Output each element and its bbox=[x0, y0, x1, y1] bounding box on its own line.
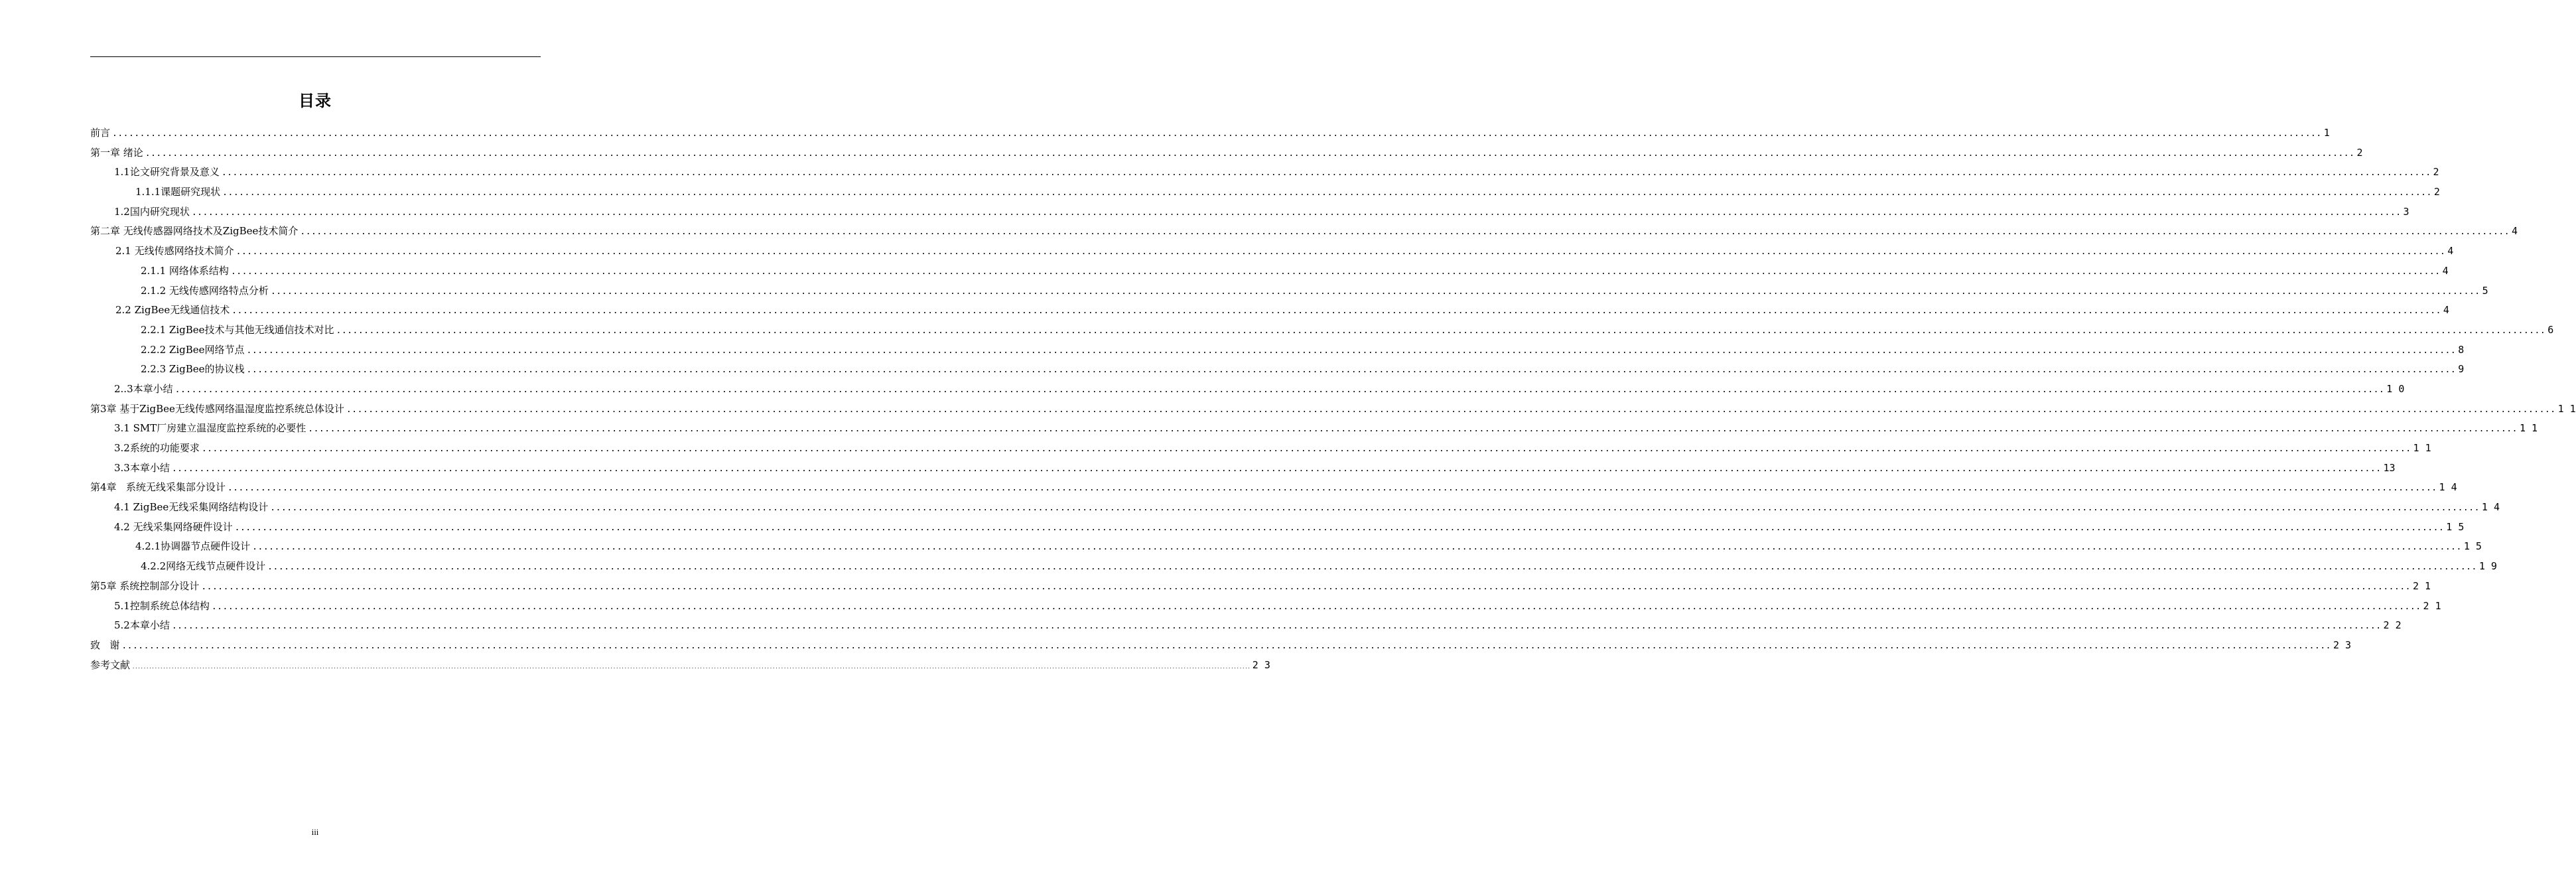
toc-dot-leader: ................................................................................................................................................................................................................................................................................................................................................................................................................ bbox=[201, 444, 2411, 454]
toc-entry-label: 第5章 系统控制部分设计 bbox=[90, 579, 200, 592]
toc-entry-label: 2.2.1 ZigBee技术与其他无线通信技术对比 bbox=[141, 323, 334, 336]
toc-entry-label: 2.2 ZigBee无线通信技术 bbox=[115, 304, 230, 317]
toc-entry-page: 2 bbox=[2433, 186, 2440, 198]
toc-entry-label: 1.1论文研究背景及意义 bbox=[114, 166, 220, 179]
toc-entry[interactable] bbox=[90, 636, 2352, 656]
toc-entry-page: 1 4 bbox=[2439, 481, 2457, 494]
toc-entry-label: 第一章 绪论 bbox=[90, 146, 143, 159]
toc-entry[interactable] bbox=[90, 439, 2431, 459]
toc-dot-leader: ................................................................................................................................................................................................................................................................................................................................................................................................................ bbox=[267, 562, 2477, 573]
toc-entry[interactable] bbox=[90, 360, 2465, 380]
toc-entry-label: 3.1 SMT厂房建立温湿度监控系统的必要性 bbox=[114, 422, 306, 435]
toc-entry[interactable] bbox=[90, 498, 2500, 518]
toc-entry[interactable] bbox=[90, 419, 2538, 439]
toc-dot-leader: ................................................................................................................................................................................................................................................................................................................................................................................................................ bbox=[121, 640, 2331, 651]
toc-entry-page: 2 3 bbox=[2333, 638, 2352, 651]
toc-entry-label: 5.2本章小结 bbox=[114, 619, 170, 632]
toc-entry[interactable] bbox=[90, 400, 2576, 419]
toc-entry[interactable] bbox=[90, 557, 2497, 577]
toc-entry[interactable] bbox=[90, 202, 2409, 222]
toc-entry-page: 2 bbox=[2356, 146, 2363, 159]
toc-dot-leader: ................................................................................................................................................................................................................................................................................................................................................................................................................ bbox=[201, 581, 2411, 592]
toc-entry[interactable] bbox=[90, 281, 2488, 301]
toc-entry-page: 2 3 bbox=[1252, 658, 1270, 671]
toc-dot-leader: ................................................................................................................................................................................................................................................................................................................................................................................................................ bbox=[252, 542, 2462, 553]
toc-entry[interactable] bbox=[90, 340, 2465, 360]
toc-dot-leader: ................................................................................................................................................................................................................................................................................................................................................................................................................ bbox=[234, 522, 2445, 533]
toc-entry-label: 2.1 无线传感网络技术简介 bbox=[115, 245, 234, 258]
toc-entry[interactable] bbox=[90, 459, 2396, 479]
toc-dot-leader: ................................................................................................................................................................................................................................................................................................................................................................................................................ bbox=[132, 664, 1251, 670]
toc-entry[interactable] bbox=[90, 518, 2465, 538]
toc-entry-label: 2.1.1 网络体系结构 bbox=[141, 264, 229, 277]
toc-entry[interactable] bbox=[90, 478, 2457, 498]
toc-dot-leader: ................................................................................................................................................................................................................................................................................................................................................................................................................ bbox=[336, 325, 2546, 336]
toc-entry-label: 2.1.2 无线传感网络特点分析 bbox=[141, 284, 269, 297]
toc-entry-page: 1 0 bbox=[2386, 382, 2405, 395]
toc-entry-label: 第3章 基于ZigBee无线传感网络温湿度监控系统总体设计 bbox=[90, 402, 344, 415]
toc-entry[interactable] bbox=[90, 616, 2402, 636]
toc-entry-page: 4 bbox=[2442, 264, 2449, 277]
toc-entry-page: 1 4 bbox=[2481, 501, 2500, 514]
toc-entry[interactable] bbox=[90, 597, 2441, 617]
toc-entry[interactable] bbox=[90, 577, 2431, 597]
toc-entry-label: 第二章 无线传感器网络技术及ZigBee技术简介 bbox=[90, 225, 299, 238]
toc-entry-label: 4.2.2网络无线节点硬件设计 bbox=[141, 560, 266, 573]
toc-dot-leader: ................................................................................................................................................................................................................................................................................................................................................................................................................ bbox=[174, 384, 2385, 395]
toc-dot-leader: ................................................................................................................................................................................................................................................................................................................................................................................................................ bbox=[246, 345, 2457, 356]
header-rule bbox=[90, 56, 541, 57]
toc-entry-page: 1 1 bbox=[2557, 402, 2576, 415]
toc-dot-leader: ................................................................................................................................................................................................................................................................................................................................................................................................................ bbox=[171, 621, 2382, 632]
toc-entry-label: 致 谢 bbox=[90, 638, 120, 651]
toc-entry-label: 参考文献 bbox=[90, 658, 131, 671]
toc-entry-page: 1 5 bbox=[2446, 520, 2465, 533]
toc-entry-page: 1 9 bbox=[2478, 560, 2497, 573]
toc-entry-page: 13 bbox=[2383, 461, 2396, 474]
toc-entry-label: 2.2.2 ZigBee网络节点 bbox=[141, 343, 245, 356]
toc-entry[interactable] bbox=[90, 163, 2439, 183]
toc-entry[interactable] bbox=[90, 656, 1270, 676]
toc-dot-leader: ................................................................................................................................................................................................................................................................................................................................................................................................................ bbox=[145, 148, 2355, 159]
toc-dot-leader: ................................................................................................................................................................................................................................................................................................................................................................................................................ bbox=[191, 207, 2402, 218]
toc-entry-page: 2 1 bbox=[2423, 599, 2441, 612]
toc-entry-label: 2..3本章小结 bbox=[114, 382, 173, 395]
toc-dot-leader: ................................................................................................................................................................................................................................................................................................................................................................................................................ bbox=[112, 129, 2322, 139]
toc-entry-label: 1.2国内研究现状 bbox=[114, 205, 190, 218]
toc-entry-label: 5.1控制系统总体结构 bbox=[114, 599, 210, 612]
page-title: 目录 bbox=[299, 92, 332, 110]
toc-entry[interactable] bbox=[90, 321, 2554, 340]
toc-entry-label: 2.2.3 ZigBee的协议栈 bbox=[141, 363, 245, 376]
toc-entry[interactable] bbox=[90, 222, 2518, 242]
toc-entry-page: 1 5 bbox=[2463, 540, 2482, 553]
toc-entry-label: 1.1.1课题研究现状 bbox=[135, 186, 221, 198]
toc-entry-page: 1 bbox=[2323, 127, 2330, 139]
toc-entry[interactable] bbox=[90, 537, 2482, 557]
toc-entry-page: 5 bbox=[2482, 284, 2488, 297]
toc-entry-page: 1 1 bbox=[2413, 442, 2431, 454]
toc-entry-label: 3.2系统的功能要求 bbox=[114, 442, 200, 454]
toc-entry-page: 4 bbox=[2443, 304, 2449, 317]
toc-entry-page: 2 2 bbox=[2383, 619, 2402, 632]
toc-entry-label: 3.3本章小结 bbox=[114, 461, 170, 474]
toc-dot-leader: ................................................................................................................................................................................................................................................................................................................................................................................................................ bbox=[232, 306, 2441, 317]
toc-entry-page: 3 bbox=[2403, 205, 2409, 218]
toc-dot-leader: ................................................................................................................................................................................................................................................................................................................................................................................................................ bbox=[227, 483, 2437, 494]
toc-dot-leader: ................................................................................................................................................................................................................................................................................................................................................................................................................ bbox=[171, 463, 2382, 474]
toc-dot-leader: ................................................................................................................................................................................................................................................................................................................................................................................................................ bbox=[246, 365, 2457, 376]
toc-dot-leader: ................................................................................................................................................................................................................................................................................................................................................................................................................ bbox=[308, 424, 2518, 435]
toc-entry[interactable] bbox=[90, 123, 2330, 143]
toc-entry[interactable] bbox=[90, 301, 2449, 321]
toc-entry[interactable] bbox=[90, 242, 2454, 261]
toc-entry-page: 6 bbox=[2547, 323, 2554, 336]
toc-dot-leader: ................................................................................................................................................................................................................................................................................................................................................................................................................ bbox=[270, 503, 2480, 514]
toc-entry-label: 4.1 ZigBee无线采集网络结构设计 bbox=[114, 501, 269, 514]
toc-entry[interactable] bbox=[90, 143, 2363, 163]
toc-dot-leader: ................................................................................................................................................................................................................................................................................................................................................................................................................ bbox=[222, 188, 2432, 198]
page-number: iii bbox=[311, 827, 319, 837]
toc-dot-leader: ................................................................................................................................................................................................................................................................................................................................................................................................................ bbox=[300, 227, 2510, 238]
toc-entry-page: 2 1 bbox=[2413, 579, 2431, 592]
toc-entry[interactable] bbox=[90, 261, 2449, 281]
toc-entry-label: 4.2.1协调器节点硬件设计 bbox=[135, 540, 251, 553]
toc-entry-page: 4 bbox=[2447, 245, 2454, 258]
toc-entry-label: 前言 bbox=[90, 127, 111, 139]
toc-dot-leader: ................................................................................................................................................................................................................................................................................................................................................................................................................ bbox=[211, 601, 2421, 612]
toc-dot-leader: ................................................................................................................................................................................................................................................................................................................................................................................................................ bbox=[221, 168, 2431, 179]
toc-dot-leader: ................................................................................................................................................................................................................................................................................................................................................................................................................ bbox=[236, 247, 2446, 258]
toc-dot-leader: ................................................................................................................................................................................................................................................................................................................................................................................................................ bbox=[346, 404, 2556, 415]
toc-entry-page: 1 1 bbox=[2519, 422, 2538, 435]
toc-dot-leader: ................................................................................................................................................................................................................................................................................................................................................................................................................ bbox=[270, 286, 2480, 297]
toc-entry[interactable] bbox=[90, 183, 2440, 202]
toc-dot-leader: ................................................................................................................................................................................................................................................................................................................................................................................................................ bbox=[230, 266, 2441, 277]
toc-entry-page: 4 bbox=[2512, 225, 2518, 238]
toc-entry-label: 第4章 系统无线采集部分设计 bbox=[90, 481, 226, 494]
toc-entry-page: 2 bbox=[2433, 166, 2439, 179]
toc-entry[interactable] bbox=[90, 380, 2405, 400]
toc-entry-label: 4.2 无线采集网络硬件设计 bbox=[114, 520, 233, 533]
toc-entry-page: 9 bbox=[2458, 363, 2465, 376]
toc-entry-page: 8 bbox=[2458, 343, 2465, 356]
table-of-contents bbox=[90, 123, 2576, 675]
